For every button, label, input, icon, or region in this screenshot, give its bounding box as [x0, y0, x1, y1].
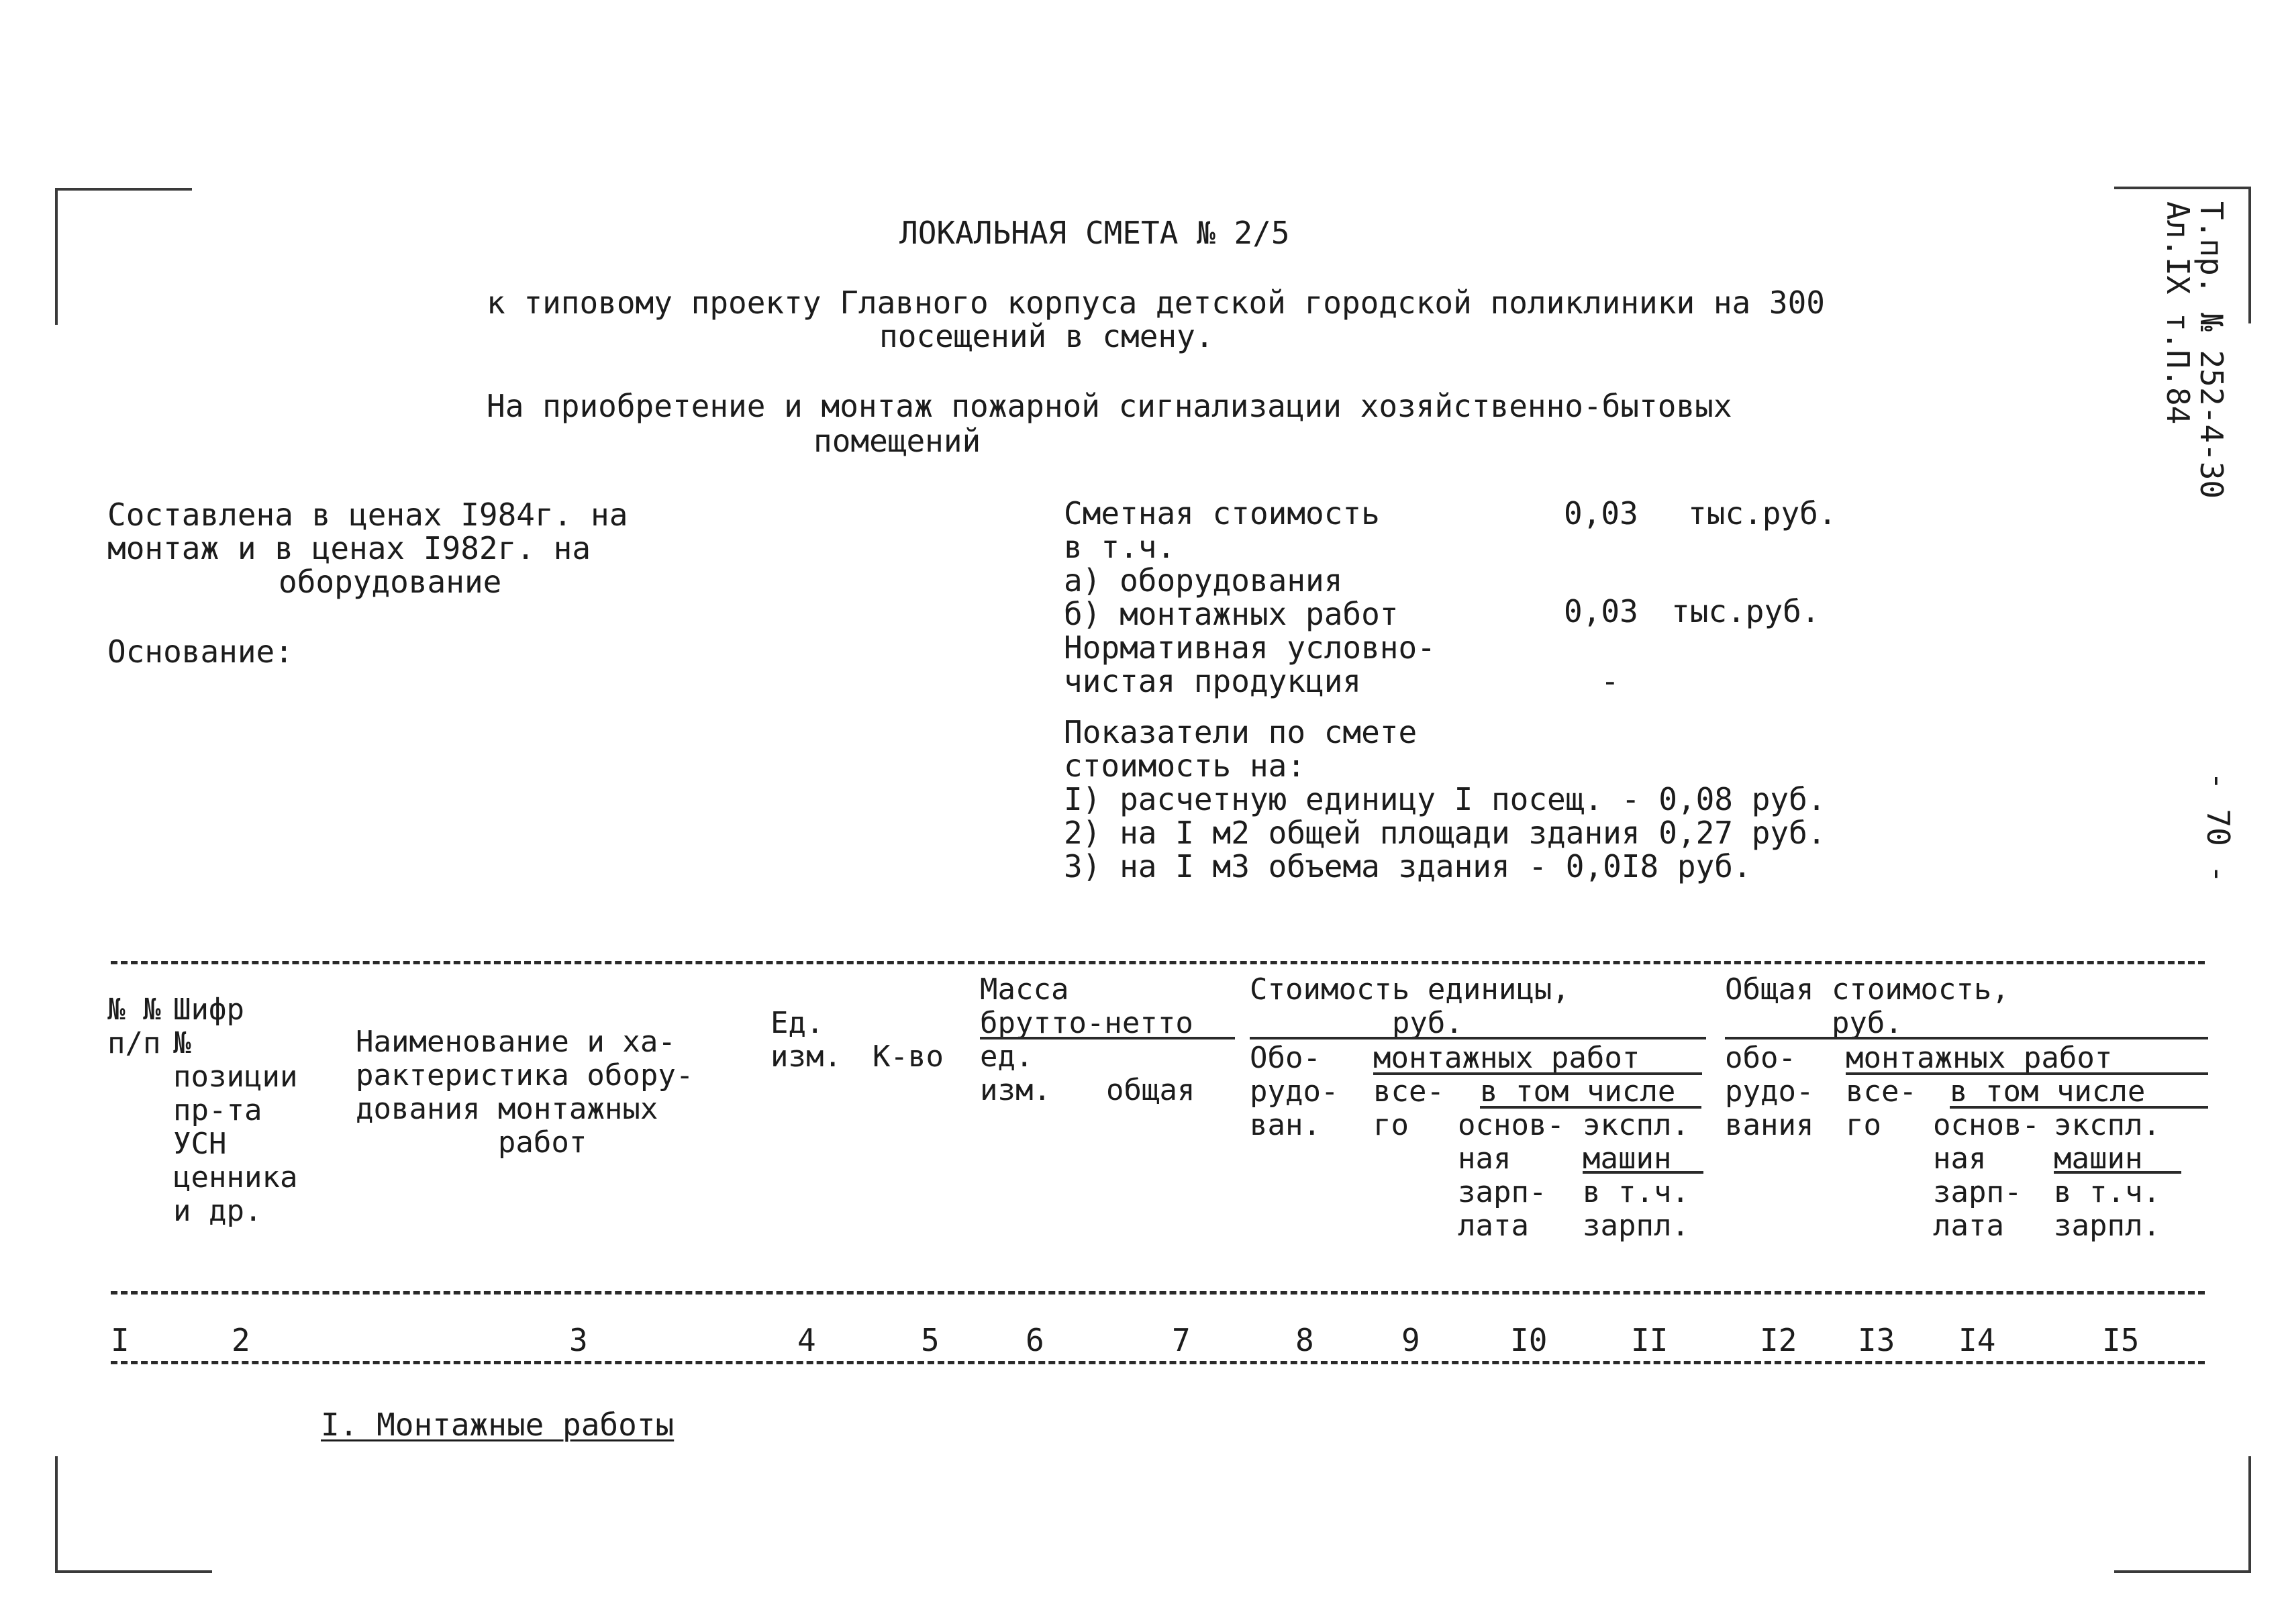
header-col5: К-во — [873, 1039, 944, 1074]
header-unit-cost-group: Стоимость единицы, руб. — [1250, 972, 1570, 1040]
column-number: I0 — [1510, 1322, 1548, 1358]
header-rule-unit-install — [1373, 1072, 1702, 1075]
net-product-value: - — [1601, 663, 1620, 699]
column-number: I — [111, 1322, 130, 1358]
column-number: 8 — [1295, 1322, 1314, 1358]
column-number: I4 — [1958, 1322, 1996, 1358]
subtitle-line2: посещений в смену. — [879, 318, 1214, 354]
project-reference-line2: Ал.IX т.П.84 — [2160, 201, 2196, 425]
section-title: I. Монтажные работы — [321, 1407, 675, 1443]
purpose-line2: помещений — [813, 423, 981, 459]
column-number: 7 — [1172, 1322, 1191, 1358]
header-rule-unit-cost — [1250, 1037, 1706, 1039]
header-col12: обо- рудо- вания — [1725, 1041, 1814, 1142]
indicator-item3: 3) на I м3 объема здания - 0,0I8 руб. — [1064, 848, 1752, 884]
column-number: 3 — [569, 1322, 588, 1358]
header-col8: Обо- рудо- ван. — [1250, 1041, 1339, 1142]
indicator-item1: I) расчетную единицу I посещ. - 0,08 руб. — [1064, 781, 1826, 817]
header-unit-incl: в том числе — [1480, 1074, 1676, 1109]
header-col13: все- го — [1846, 1074, 1917, 1142]
column-number: I5 — [2102, 1322, 2140, 1358]
header-total-incl: в том числе — [1950, 1074, 2146, 1109]
header-rule-total-incl — [1950, 1106, 2208, 1109]
column-number: II — [1631, 1322, 1669, 1358]
installation-unit: тыс.руб. — [1671, 593, 1820, 629]
header-unit-install-group: монтажных работ — [1373, 1041, 1640, 1075]
indicators-line2: стоимость на: — [1064, 748, 1306, 784]
basis-label: Основание: — [107, 633, 293, 670]
header-total-cost-group: Общая стоимость, руб. — [1725, 972, 2009, 1040]
header-col7: общая — [1106, 1073, 1195, 1107]
header-col14: основ- ная зарп- лата — [1933, 1108, 2040, 1243]
header-col15: экспл. машин в т.ч. зарпл. — [2054, 1108, 2160, 1243]
header-total-install-group: монтажных работ — [1846, 1041, 2113, 1075]
header-col4: Ед. изм. — [771, 1006, 842, 1074]
corner-bracket-bottom-right — [2114, 1456, 2251, 1573]
page-number: - 70 - — [2200, 772, 2236, 884]
column-number: 6 — [1026, 1322, 1044, 1358]
header-col6: ед. изм. — [980, 1039, 1051, 1107]
equipment-label: а) оборудования — [1064, 562, 1343, 599]
estimated-cost-value: 0,03 — [1564, 495, 1638, 531]
header-col11: экспл. машин в т.ч. зарпл. — [1583, 1108, 1689, 1243]
table-header-bottom-rule — [111, 1291, 2205, 1295]
header-col2: Шифр № позиции пр-та УСН ценника и др. — [173, 993, 298, 1228]
header-rule-total-cost — [1725, 1037, 2208, 1039]
estimated-cost-label: Сметная стоимость — [1064, 495, 1380, 531]
subtitle-line1: к типовому проекту Главного корпуса детской городской поликлиники на 300 — [487, 285, 1825, 321]
header-rule-total-install — [1846, 1072, 2208, 1075]
indicators-line1: Показатели по смете — [1064, 714, 1418, 750]
column-numbers-rule — [111, 1361, 2205, 1364]
table-top-rule — [111, 961, 2205, 964]
header-rule-mass — [980, 1037, 1235, 1039]
installation-value: 0,03 — [1564, 593, 1638, 629]
header-mass-group: Масса брутто-нетто — [980, 972, 1193, 1040]
net-product-line1: Нормативная условно- — [1064, 629, 1436, 666]
installation-label: б) монтажных работ — [1064, 596, 1399, 632]
header-rule-unit-machines — [1583, 1171, 1703, 1174]
header-rule-unit-incl — [1480, 1106, 1701, 1109]
prices-line2: монтаж и в ценах I982г. на — [107, 530, 591, 566]
net-product-line2: чистая продукция — [1064, 663, 1362, 699]
header-col3: Наименование и ха- рактеристика обору- дования монтажных работ — [356, 1025, 694, 1160]
header-col10: основ- ная зарп- лата — [1458, 1108, 1564, 1243]
column-number: 4 — [797, 1322, 816, 1358]
column-number: 2 — [232, 1322, 250, 1358]
indicator-item2: 2) на I м2 общей площади здания 0,27 руб. — [1064, 815, 1826, 851]
prices-line1: Составлена в ценах I984г. на — [107, 497, 628, 533]
column-number: I2 — [1760, 1322, 1797, 1358]
corner-bracket-bottom-left — [55, 1456, 212, 1573]
column-number: I3 — [1858, 1322, 1895, 1358]
header-col9: все- го — [1373, 1074, 1444, 1142]
including-label: в т.ч. — [1064, 529, 1176, 565]
column-number: 9 — [1401, 1322, 1420, 1358]
project-reference-line1: Т.пр. № 252-4-30 — [2193, 201, 2230, 499]
corner-bracket-top-left — [55, 188, 192, 325]
column-number: 5 — [921, 1322, 940, 1358]
header-rule-total-machines — [2054, 1171, 2181, 1174]
estimated-cost-unit: тыс.руб. — [1688, 495, 1837, 531]
purpose-line1: На приобретение и монтаж пожарной сигнализации хозяйственно-бытовых — [487, 388, 1732, 424]
prices-line3: оборудование — [279, 564, 502, 600]
header-col1: № № п/п — [107, 993, 161, 1060]
document-title: ЛОКАЛЬНАЯ СМЕТА № 2/5 — [899, 215, 1290, 251]
